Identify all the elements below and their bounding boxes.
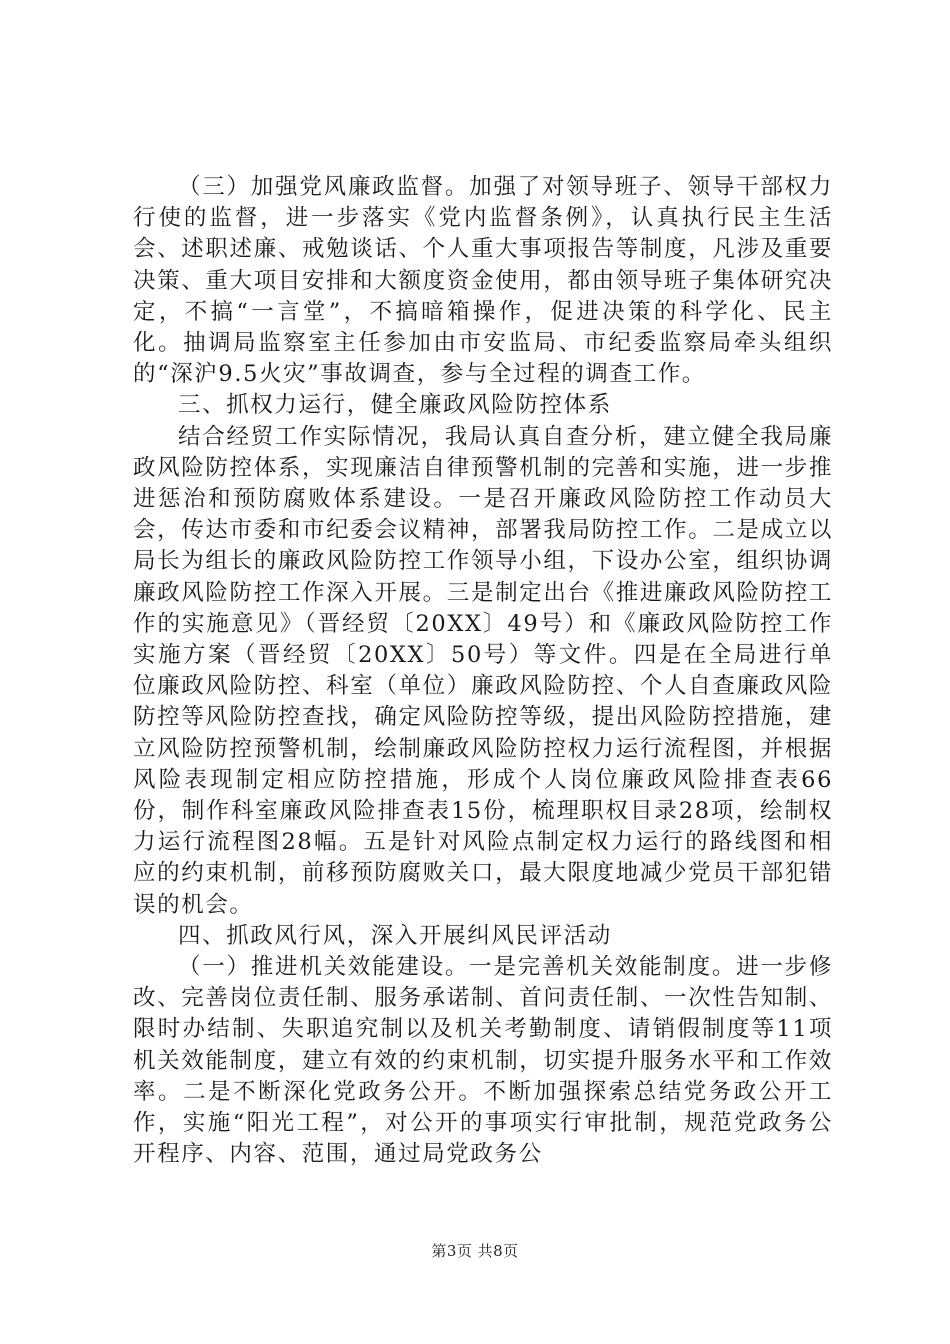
heading-government-style: 四、抓政风行风，深入开展纠风民评活动 [178,922,612,949]
paragraph-party-supervision: （三）加强党风廉政监督。加强了对领导班子、领导干部权力行使的监督，进一步落实《党内监督条例》，认真执行民主生活会、述职述廉、戒勉谈话、个人重大事项报告等制度，凡涉及重要决策、重大项目安排和大额度资金使用，都由领导班子集体研究决定，不搞“一言堂”，不搞暗箱操作，促进决策的科学化、民主化。抽调局监察室主任参加由市安监局、市纪委监察局牵头组织的“深沪9.5火灾”事故调查，参与全过程的调查工作。 [133,174,833,388]
heading-power-operation: 三、抓权力运行，健全廉政风险防控体系 [178,392,612,419]
page-number: 第3页 共8页 [431,1242,519,1260]
document-body [133,172,833,1171]
paragraph-risk-control-system: 结合经贸工作实际情况，我局认真自查分析，建立健全我局廉政风险防控体系，实现廉洁自律预警机制的完善和实施，进一步推进惩治和预防腐败体系建设。一是召开廉政风险防控工作动员大会，传达市委和市纪委会议精神，部署我局防控工作。二是成立以局长为组长的廉政风险防控工作领导小组，下设办公室，组织协调廉政风险防控工作深入开展。三是制定出台《推进廉政风险防控工作的实施意见》（晋经贸〔20XX〕49号）和《廉政风险防控工作实施方案（晋经贸〔20XX〕50号）等文件。四是在全局进行单位廉政风险防控、科室（单位）廉政风险防控、个人自查廉政风险防控等风险防控查找，确定风险防控等级，提出风险防控措施，建立风险防控预警机制，绘制廉政风险防控权力运行流程图，并根据风险表现制定相应防控措施，形成个人岗位廉政风险排查表66份，制作科室廉政风险排查表15份，梳理职权目录28项，绘制权力运行流程图28幅。五是针对风险点制定权力运行的路线图和相应的约束机制，前移预防腐败关口，最大限度地减少党员干部犯错误的机会。 [133,423,833,918]
paragraph-efficiency-building: （一）推进机关效能建设。一是完善机关效能制度。进一步修改、完善岗位责任制、服务承诺制、首问责任制、一次性告知制、限时办结制、失职追究制以及机关考勤制度、请销假制度等11项机关效能制度，建立有效的约束机制，切实提升服务水平和工作效率。二是不断深化党政务公开。不断加强探索总结党务政公开工作，实施“阳光工程”，对公开的事项实行审批制，规范党政务公开程序、内容、范围，通过局党政务公 [133,954,833,1168]
